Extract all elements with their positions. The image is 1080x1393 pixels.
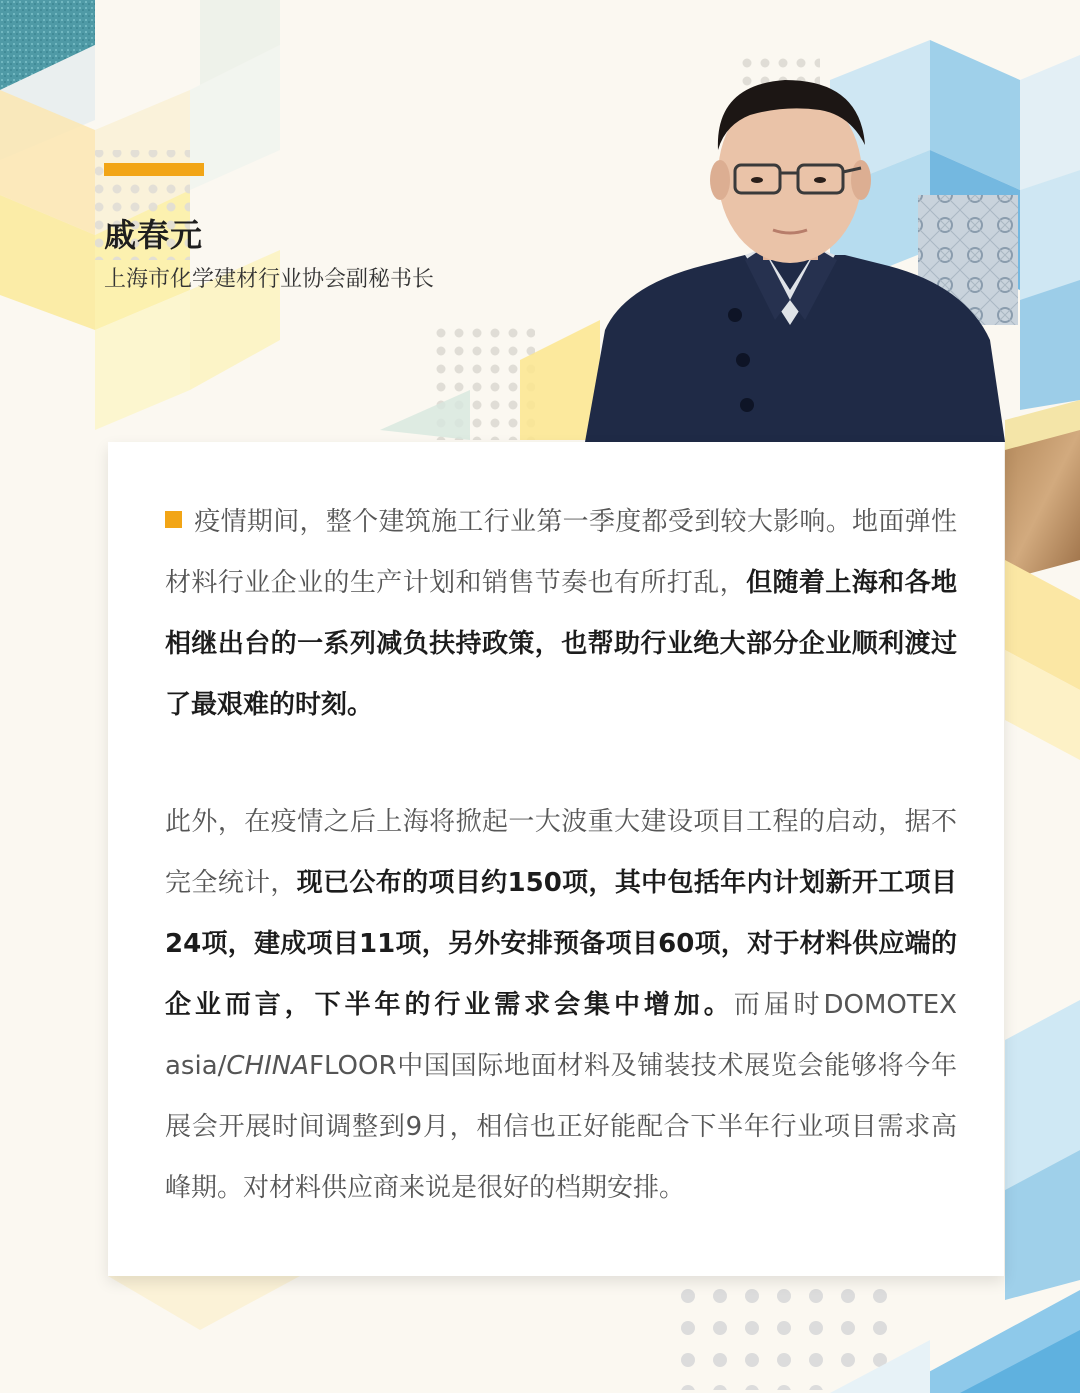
quote-card — [108, 442, 1004, 1276]
accent-bar — [104, 163, 204, 176]
paragraph-2-highlight: 现已公布的项目约150项，其中包括年内计划新开工项目24项，建成项目11项，另外安排预备项目60项，对于材料供应端的企业而言，下半年的行业需求会集中增加。 — [165, 868, 957, 1020]
paragraph-1 — [165, 492, 957, 736]
paragraph-2-italic: CHINA — [226, 1051, 310, 1081]
paragraph-2 — [165, 792, 957, 1219]
square-bullet-icon — [165, 511, 182, 528]
speaker-portrait — [585, 70, 1005, 442]
paragraph-2-text-c: FLOOR中国国际地面材料及铺装技术展览会能够将今年展会开展时间调整到9月，相信也正好能配合下半年行业项目需求高峰期。对材料供应商来说是很好的档期安排。 — [165, 1051, 957, 1203]
paragraph-2-text-b: 而届时DOMOTEX asia/ — [165, 990, 957, 1081]
paragraph-2-text-a: 此外，在疫情之后上海将掀起一大波重大建设项目工程的启动，据不完全统计， — [165, 807, 957, 898]
speaker-name: 戚春元 — [104, 216, 204, 254]
speaker-title: 上海市化学建材行业协会副秘书长 — [104, 267, 435, 292]
paragraph-1-highlight: 但随着上海和各地相继出台的一系列减负扶持政策，也帮助行业绝大部分企业顺利渡过了最艰难的时刻。 — [165, 568, 957, 720]
paragraph-1-text: 疫情期间，整个建筑施工行业第一季度都受到较大影响。地面弹性材料行业企业的生产计划和销售节奏也有所打乱， — [165, 507, 957, 598]
